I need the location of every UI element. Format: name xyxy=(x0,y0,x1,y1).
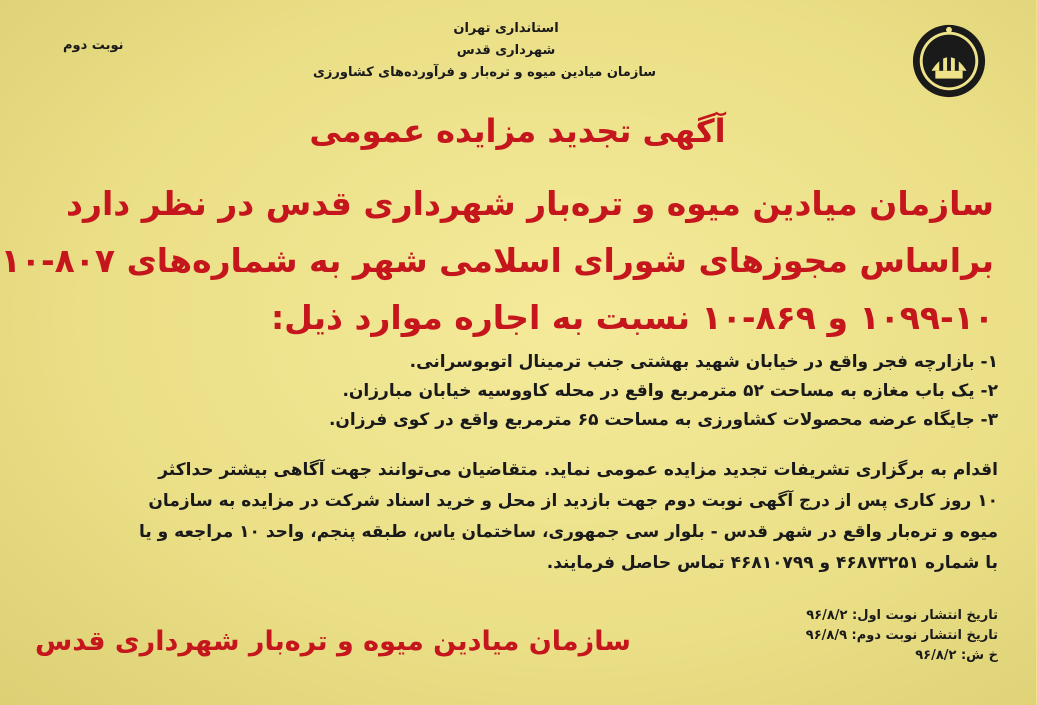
property-list xyxy=(39,348,999,435)
signature-organization: سازمان میادین میوه و تره‌بار شهرداری قدس xyxy=(36,626,632,657)
intro-line: براساس مجوزهای شورای اسلامی شهر به شماره‌های ۸۰۷-۱۰ xyxy=(1,241,995,280)
intro-paragraph xyxy=(1,175,995,346)
list-item: ۲- یک باب مغازه به مساحت ۵۲ مترمربع واقع در محله کاووسیه خیابان مبارزان. xyxy=(343,381,999,401)
ad-title: آگهی تجدید مزایده عمومی xyxy=(310,112,727,150)
issuer-header xyxy=(314,18,657,84)
second-publication-date: تاریخ انتشار نوبت دوم: ۹۶/۸/۹ xyxy=(806,628,999,643)
body-line: با شماره ۴۶۸۷۳۲۵۱ و ۴۶۸۱۰۷۹۹ تماس حاصل فرمایند. xyxy=(547,553,999,573)
registration-code: خ ش: ۹۶/۸/۲ xyxy=(916,648,999,663)
body-line: اقدام به برگزاری تشریفات تجدید مزایده عمومی نماید. متقاضیان می‌توانند جهت آگاهی بیشتر حداکثر xyxy=(159,460,999,480)
header-municipality: شهرداری قدس xyxy=(457,43,557,58)
list-item: ۱- بازارچه فجر واقع در خیابان شهید بهشتی جنب ترمینال اتوبوسرانی. xyxy=(410,352,999,372)
body-line: ۱۰ روز کاری پس از درج آگهی نوبت دوم جهت بازدید از محل و خرید اسناد شرکت در مزایده به سازمان xyxy=(149,491,999,511)
publication-dates xyxy=(739,606,999,666)
body-line: میوه و تره‌بار واقع در شهر قدس - بلوار سی جمهوری، ساختمان یاس، طبقه پنجم، واحد ۱۰ مراجعه و یا xyxy=(139,522,999,542)
header-province: استانداری تهران xyxy=(454,21,560,36)
round-label: نوبت دوم xyxy=(64,38,125,53)
list-item: ۳- جایگاه عرضه محصولات کشاورزی به مساحت ۶۵ مترمربع واقع در کوی فرزان. xyxy=(329,410,999,430)
first-publication-date: تاریخ انتشار نوبت اول: ۹۶/۸/۲ xyxy=(807,608,999,623)
intro-line: ۱۰۹۹-۱۰ و ۸۶۹-۱۰ نسبت به اجاره موارد ذیل: xyxy=(271,298,995,337)
intro-line: سازمان میادین میوه و تره‌بار شهرداری قدس در نظر دارد xyxy=(67,184,995,223)
header-organization: سازمان میادین میوه و تره‌بار و فرآورده‌های کشاورزی xyxy=(314,65,657,80)
body-paragraph xyxy=(29,455,999,579)
municipality-emblem-icon xyxy=(911,22,989,100)
